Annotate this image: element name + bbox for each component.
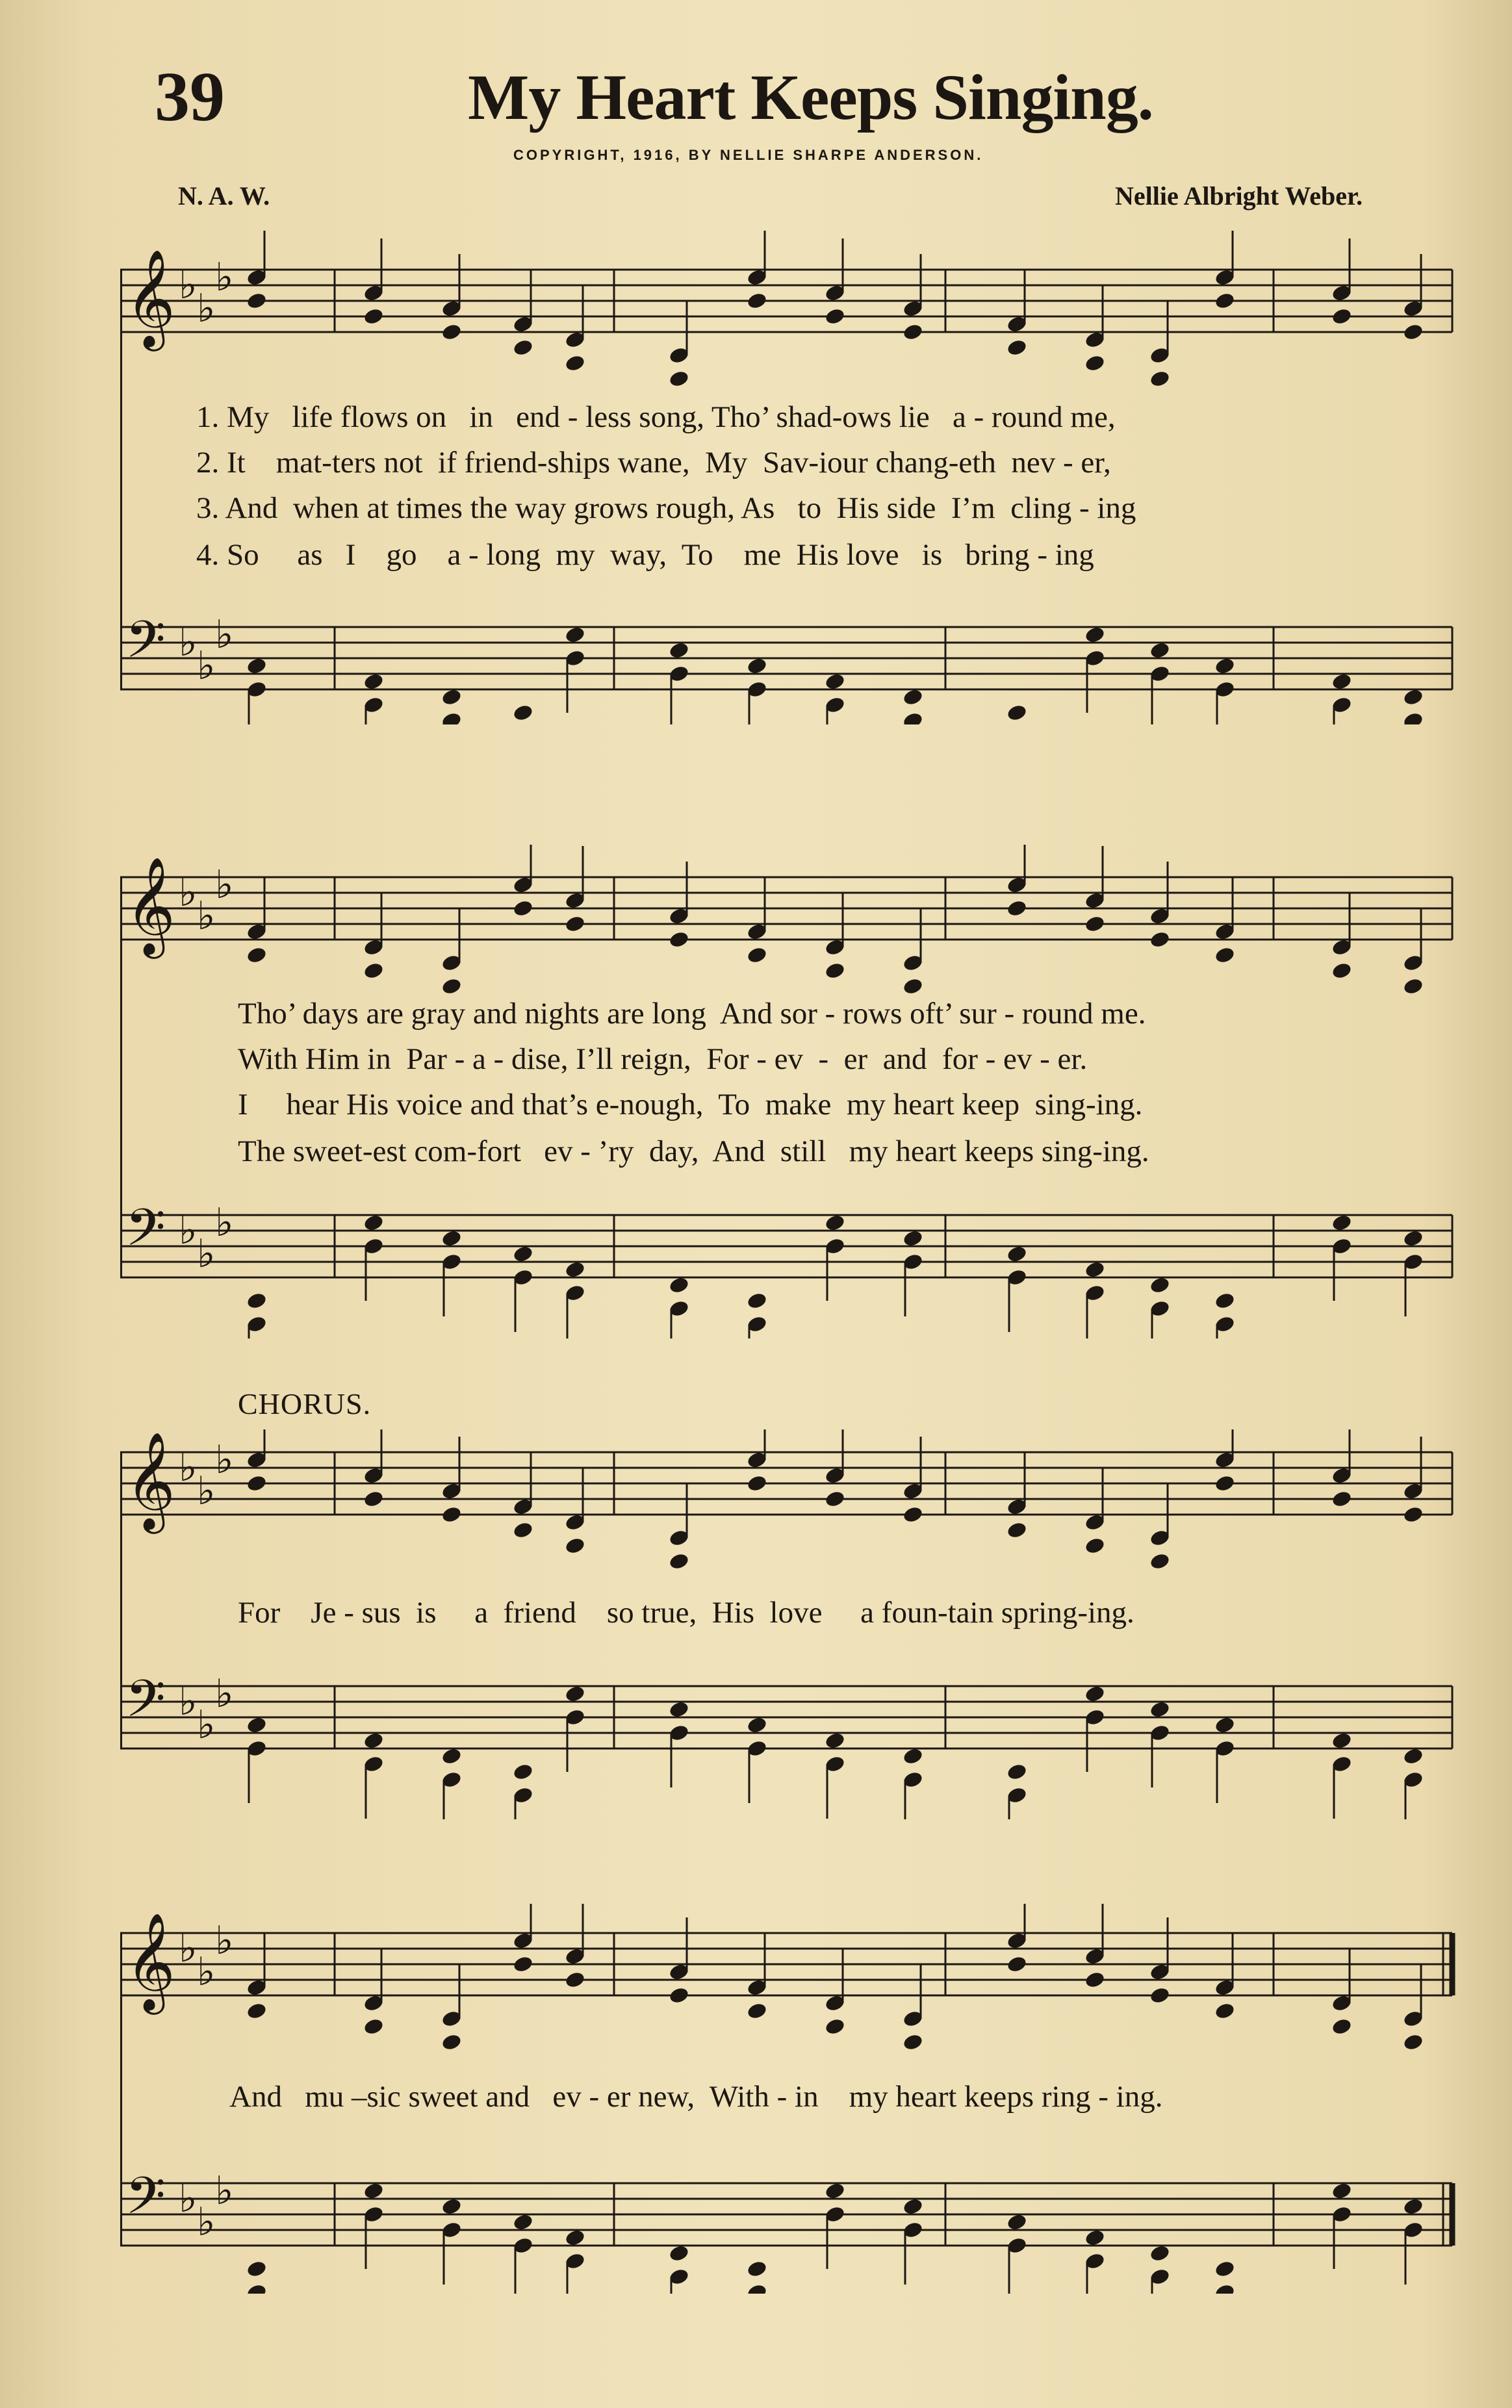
svg-text:𝄞: 𝄞 bbox=[125, 1912, 175, 2010]
svg-text:𝄢: 𝄢 bbox=[125, 1669, 166, 1741]
svg-text:♭: ♭ bbox=[179, 1679, 198, 1724]
lyricist-initials: N. A. W. bbox=[178, 181, 270, 211]
copyright-notice: COPYRIGHT, 1916, BY NELLIE SHARPE ANDERSON. bbox=[513, 147, 984, 163]
svg-text:♭: ♭ bbox=[215, 612, 234, 658]
verse-3-line-1: 3. And when at times the way grows rough, As to His side I’m cling - ing bbox=[196, 491, 1136, 525]
svg-text:𝄞: 𝄞 bbox=[125, 248, 175, 347]
svg-text:𝄢: 𝄢 bbox=[125, 2166, 166, 2238]
svg-text:♭: ♭ bbox=[179, 263, 198, 308]
svg-text:♭: ♭ bbox=[179, 1926, 198, 1971]
svg-text:♭: ♭ bbox=[179, 2176, 198, 2222]
svg-text:♭: ♭ bbox=[179, 620, 198, 665]
svg-text:♭: ♭ bbox=[179, 1208, 198, 1253]
chorus-label: CHORUS. bbox=[238, 1387, 372, 1420]
svg-text:♭: ♭ bbox=[215, 255, 234, 300]
composer-name: Nellie Albright Weber. bbox=[1115, 181, 1363, 211]
svg-text:♭: ♭ bbox=[215, 1671, 234, 1717]
chorus-line-1: For Je - sus is a friend so true, His love a foun-tain spring-ing. bbox=[238, 1596, 1134, 1630]
svg-text:♭: ♭ bbox=[197, 643, 216, 689]
svg-text:♭: ♭ bbox=[215, 862, 234, 908]
svg-text:♭: ♭ bbox=[197, 1231, 216, 1277]
svg-text:𝄞: 𝄞 bbox=[125, 1431, 175, 1530]
svg-text:♭: ♭ bbox=[197, 2199, 216, 2245]
svg-text:♭: ♭ bbox=[197, 1468, 216, 1514]
svg-text:♭: ♭ bbox=[179, 870, 198, 916]
svg-text:♭: ♭ bbox=[215, 2168, 234, 2214]
svg-text:𝄢: 𝄢 bbox=[125, 1198, 166, 1270]
verse-3-line-2: I hear His voice and that’s e-nough, To make my heart keep sing-ing. bbox=[238, 1088, 1143, 1121]
svg-text:♭: ♭ bbox=[215, 1200, 234, 1246]
svg-text:𝄢: 𝄢 bbox=[125, 609, 166, 682]
svg-text:♭: ♭ bbox=[197, 286, 216, 331]
verse-4-line-2: The sweet-est com-fort ev - ’ry day, And still my heart keeps sing-ing. bbox=[238, 1134, 1149, 1168]
svg-text:♭: ♭ bbox=[179, 1445, 198, 1491]
svg-text:♭: ♭ bbox=[197, 893, 216, 939]
svg-text:♭: ♭ bbox=[197, 1702, 216, 1748]
verse-4-line-1: 4. So as I go a - long my way, To me His love is bring - ing bbox=[196, 538, 1094, 572]
verse-2-line-2: With Him in Par - a - dise, I’ll reign, For - ev - er and for - ev - er. bbox=[238, 1042, 1088, 1076]
hymn-title: My Heart Keeps Singing. bbox=[468, 61, 1153, 133]
verse-1-line-2: Tho’ days are gray and nights are long And sor - rows oft’ sur - round me. bbox=[238, 997, 1146, 1031]
svg-text:♭: ♭ bbox=[215, 1918, 234, 1964]
svg-text:𝄞: 𝄞 bbox=[125, 856, 175, 954]
verse-1-line-1: 1. My life flows on in end - less song, Tho’ shad-ows lie a - round me, bbox=[196, 400, 1116, 434]
svg-text:♭: ♭ bbox=[197, 1949, 216, 1995]
svg-text:♭: ♭ bbox=[215, 1437, 234, 1483]
chorus-line-2: And mu –sic sweet and ev - er new, With - in my heart keeps ring - ing. bbox=[229, 2080, 1163, 2114]
verse-2-line-1: 2. It mat-ters not if friend-ships wane, My Sav-iour chang-eth nev - er, bbox=[196, 446, 1111, 480]
hymn-number: 39 bbox=[155, 58, 225, 136]
